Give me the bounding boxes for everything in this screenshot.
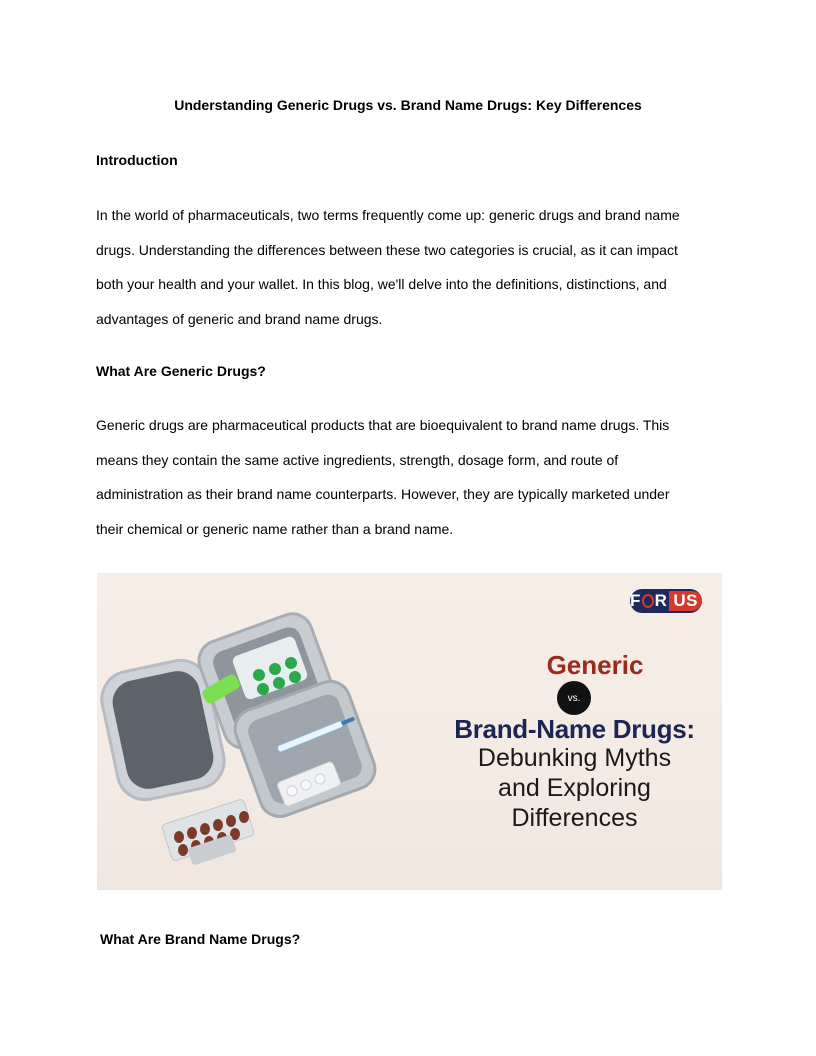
paragraph-line: their chemical or generic name rather than a brand name. xyxy=(96,520,454,537)
paragraph-line: advantages of generic and brand name drugs. xyxy=(96,310,383,327)
document-title: Understanding Generic Drugs vs. Brand Name Drugs: Key Differences xyxy=(174,97,642,113)
open-kit xyxy=(193,608,380,822)
hero-line-brand: Brand-Name Drugs: xyxy=(454,714,695,744)
hero-subtitle xyxy=(437,743,712,833)
paragraph-line: drugs. Understanding the differences between these two categories is crucial, as it can impact xyxy=(96,241,678,258)
paragraph-line: Generic drugs are pharmaceutical products that are bioequivalent to brand name drugs. This xyxy=(96,417,670,433)
heading-introduction: Introduction xyxy=(96,152,178,168)
logo-r-letter: R xyxy=(654,591,668,610)
heading-brand-name-drugs: What Are Brand Name Drugs? xyxy=(100,931,301,947)
brown-pill-blister xyxy=(161,799,255,866)
hero-subtitle-line: Differences xyxy=(511,804,638,832)
heading-generic-drugs: What Are Generic Drugs? xyxy=(96,363,266,379)
hero-line-generic: Generic xyxy=(546,650,644,680)
hero-vs-badge: vs. xyxy=(557,681,591,715)
paragraph-generic-drugs xyxy=(96,417,726,555)
paragraph-line: administration as their brand name counterparts. However, they are typically marketed under xyxy=(96,486,670,502)
paragraph-line: In the world of pharmaceuticals, two terms frequently come up: generic drugs and brand name xyxy=(96,207,680,223)
logo-circle-icon xyxy=(642,594,654,608)
logo-right-text: US xyxy=(669,591,702,611)
hero-subtitle-line: and Exploring xyxy=(498,774,651,802)
paragraph-line: means they contain the same active ingredients, strength, dosage form, and route of xyxy=(96,451,619,468)
hero-image xyxy=(97,573,722,890)
hero-subtitle-line: Debunking Myths xyxy=(477,744,672,772)
paragraph-introduction xyxy=(96,207,726,345)
forus-logo xyxy=(630,589,702,613)
logo-left-text: F xyxy=(630,591,641,610)
paragraph-line: both your health and your wallet. In this blog, we'll delve into the definitions, distinctions, and xyxy=(96,276,667,292)
